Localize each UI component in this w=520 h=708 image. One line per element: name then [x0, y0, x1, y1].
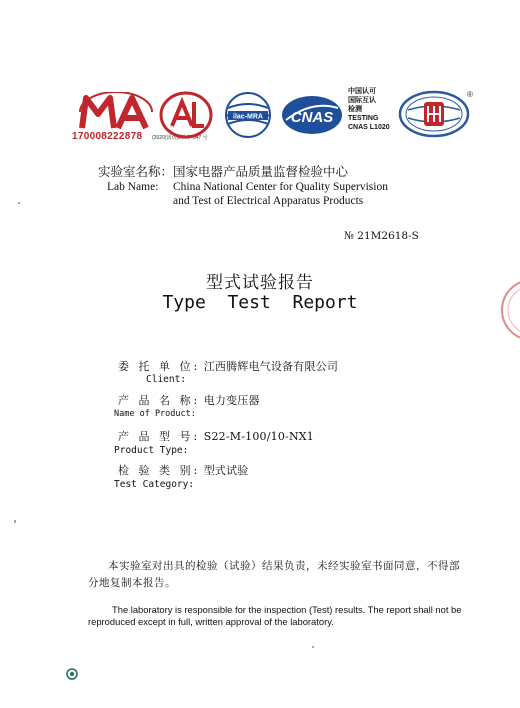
lab-name-cn — [98, 162, 348, 180]
cma-number: 170008222878 — [72, 131, 143, 142]
field-product-type-value: S22-M-100/10-NX1 — [203, 430, 315, 443]
cnas-accreditation-text — [348, 87, 390, 132]
field-test-category-en: Test Category: — [114, 479, 195, 490]
registered-mark: ® — [467, 90, 473, 99]
cnas-line: 国际互认 — [348, 97, 376, 104]
field-client-value: 江西腾辉电气设备有限公司 — [203, 360, 339, 373]
cnas-mark: CNAS — [290, 109, 334, 126]
speck — [18, 202, 20, 204]
cnas-line: 检测 — [348, 106, 362, 113]
cma-logo — [78, 92, 154, 134]
field-client — [118, 358, 338, 374]
report-title-en: Type Test Report — [162, 292, 358, 313]
lab-name-cn-label: 实验室名称： — [98, 164, 174, 179]
cma-cert: (2020)国认监认字 347 号 — [152, 135, 208, 141]
speck — [312, 646, 314, 648]
field-test-category-label: 检 验 类 别: — [118, 464, 201, 477]
lab-name-cn-value: 国家电器产品质量监督检验中心 — [173, 164, 349, 179]
disclaimer-cn: 本实验室对出具的检验（试验）结果负责，未经实验室书面同意，不得部分地复制本报告。 — [88, 560, 460, 589]
lab-name-en-value-line1: China National Center for Quality Supervision — [173, 181, 388, 193]
field-test-category — [118, 462, 249, 478]
field-product-name-value: 电力变压器 — [203, 394, 260, 407]
field-product-type-en: Product Type: — [114, 445, 189, 456]
speck — [14, 520, 16, 523]
field-client-label: 委 托 单 位: — [118, 360, 201, 373]
ilac-mra-logo — [222, 90, 274, 140]
report-number: № 21M2618-S — [344, 230, 419, 242]
lab-name-en — [107, 180, 388, 208]
cnas-logo — [280, 94, 344, 136]
report-title-cn: 型式试验报告 — [206, 273, 314, 293]
field-test-category-value: 型式试验 — [203, 464, 249, 477]
cnas-line: CNAS L1020 — [348, 124, 390, 131]
cma-mark — [80, 92, 152, 128]
field-client-en: Client: — [146, 374, 187, 385]
lab-name-en-value-line2: and Test of Electrical Apparatus Products — [173, 195, 364, 207]
disclaimer-en: The laboratory is responsible for the inspection (Test) results. The report shall not be reproduced except in full, written approval of the laboratory. — [88, 604, 462, 627]
cal-logo — [158, 90, 214, 140]
field-product-type-label: 产 品 型 号: — [118, 430, 201, 443]
field-product-name — [118, 392, 260, 408]
bottom-seal-icon — [66, 668, 78, 680]
ilac-mark: ilac-MRA — [233, 113, 263, 121]
field-product-type — [118, 428, 314, 444]
cnas-line: TESTING — [348, 115, 379, 122]
red-stamp-edge — [496, 275, 520, 345]
field-product-name-label: 产 品 名 称: — [118, 394, 201, 407]
lab-name-en-label: Lab Name: — [107, 181, 159, 193]
center-seal-logo — [398, 90, 470, 138]
cnas-line: 中国认可 — [348, 88, 376, 95]
field-product-name-en: Name of Product: — [114, 409, 196, 419]
